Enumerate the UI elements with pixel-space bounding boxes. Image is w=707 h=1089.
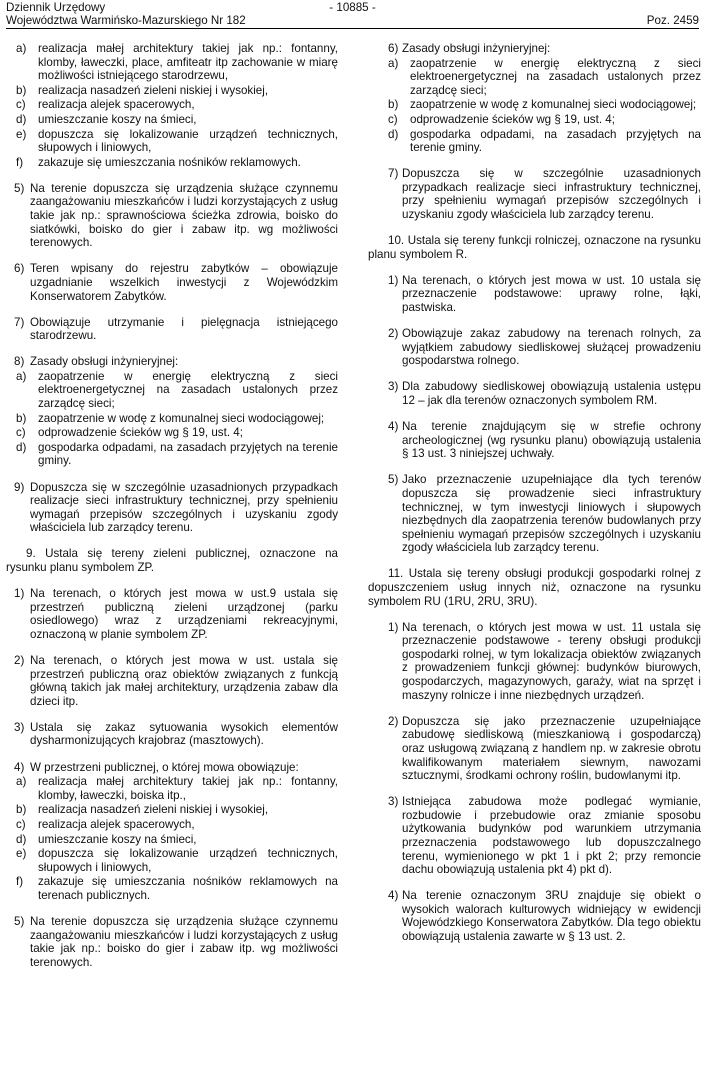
numbered-point — [368, 274, 701, 315]
item-letter: d) — [16, 112, 27, 126]
item-text: zakazuje się umieszczania nośników reklamowych. — [38, 155, 301, 169]
point-number: 9) — [14, 480, 25, 494]
point-text: Zasady obsługi inżynieryjnej: — [30, 355, 179, 369]
point-text: Obowiązuje zakaz zabudowy na terenach rolnych, za wyjątkiem zabudowy siedliskowej służącej prowadzeniu gospodarstwa rolnego. — [402, 327, 701, 368]
item-text: umieszczanie koszy na śmieci, — [38, 112, 197, 126]
point-number: 7) — [388, 167, 399, 181]
item-letter: f) — [16, 875, 24, 889]
list-item — [6, 803, 338, 817]
list-item — [6, 441, 338, 468]
item-letter: e) — [16, 847, 27, 861]
point-text: Na terenach, o których jest mowa w ust.9 ustala się przestrzeń publiczną zieleni urządzonej (parku osiedlowego) wraz z urządzeniami rekreacyjnymi, oznaczoną w planie symbolem ZP. — [30, 587, 338, 641]
numbered-point — [368, 420, 701, 461]
numbered-point — [6, 915, 338, 969]
numbered-point — [6, 761, 338, 903]
item-letter: d) — [16, 832, 27, 846]
numbered-point — [368, 715, 701, 783]
item-text: realizacja alejek spacerowych, — [38, 817, 195, 831]
point-text: Na terenach, o których jest mowa w ust. ustala się przestrzeń publiczną oraz obiektów związanych z funkcją główną takich jak małej architektury, urządzenia zabaw dla dzieci itp. — [30, 653, 338, 708]
list-item — [6, 847, 338, 874]
point-number: 4) — [388, 420, 399, 434]
item-letter: a) — [16, 369, 27, 383]
numbered-point — [368, 795, 701, 877]
point-text: Dopuszcza się jako przeznaczenie uzupełniające zabudowę siedliskową (mieszkaniową i gospodarczą) oraz usługową związaną z handlem np. w zakresie obrotu kwalifikowanym materiałem siewnym, nawozami sztucznymi, środkami ochrony roślin, budowlanymi itp. — [402, 714, 701, 783]
section-heading-9: 9. Ustala się tereny zieleni publicznej, oznaczone na rysunku planu symbolem ZP. — [6, 547, 338, 574]
item-text: dopuszcza się lokalizowanie urządzeń technicznych, słupowych i liniowych, — [38, 847, 338, 874]
numbered-point — [6, 355, 338, 468]
list-item — [6, 113, 338, 127]
numbered-point — [368, 473, 701, 555]
numbered-point — [368, 380, 701, 407]
item-text: zaopatrzenie w energię elektryczną z sieci elektroenergetycznej na zasadach ustalonych przez zarządcę sieci; — [410, 56, 701, 97]
point-text: W przestrzeni publicznej, o której mowa obowiązuje: — [30, 760, 299, 774]
left-column — [6, 42, 338, 982]
point-text: Zasady obsługi inżynieryjnej: — [402, 42, 551, 55]
item-text: zaopatrzenie w wodę z komunalnej sieci wodociągowej; — [410, 98, 697, 112]
item-letter: c) — [16, 817, 26, 831]
list-item — [6, 818, 338, 832]
point-number: 1) — [388, 273, 399, 287]
item-letter: b) — [16, 803, 27, 817]
numbered-point — [6, 182, 338, 250]
numbered-point — [368, 889, 701, 943]
numbered-point — [6, 481, 338, 535]
list-item — [6, 833, 338, 847]
list-item — [368, 113, 701, 127]
section-heading-10: 10. Ustala się tereny funkcji rolniczej, oznaczone na rysunku planu symbolem R. — [368, 234, 701, 261]
point-number: 6) — [14, 262, 25, 276]
point-text: Jako przeznaczenie uzupełniające dla tych terenów dopuszcza się prowadzenie sieci infrastruktury technicznej, w tym inwestycji liniowych i słupowych niezbędnych dla zaopatrzenia terenów budowlanych przy spełnieniu wymagań przepisów szczególnych i uzyskaniu zgody właściciela lub zarządcy terenu. — [402, 473, 701, 555]
point-text: Teren wpisany do rejestru zabytków – obowiązuje uzgadnianie wszelkich inwestycji z Wojewódzkim Konserwatorem Zabytków. — [30, 262, 338, 303]
list-item — [6, 875, 338, 902]
item-text: zaopatrzenie w energię elektryczną z sieci elektroenergetycznej na zasadach ustalonych przez zarządcę sieci; — [38, 369, 338, 411]
item-text: umieszczanie koszy na śmieci, — [38, 832, 197, 846]
item-letter: b) — [388, 98, 399, 112]
point-text: Dopuszcza się w szczególnie uzasadnionych przypadkach realizacje sieci infrastruktury technicznej, przy spełnieniu wymagań przepisów szczególnych i uzyskaniu zgody właściciela lub zarządcy terenu. — [402, 167, 701, 222]
point-text: Na terenie dopuszcza się urządzenia służące czynnemu zaangażowaniu mieszkańców i ludzi korzystających z usług takie jak np.: sprawnościowa ścieżka zdrowia, boisko do siatkówki, boisko do gier i zabaw itp. wg możliwości terenowych. — [30, 181, 338, 250]
point-number: 2) — [14, 653, 25, 667]
numbered-point — [368, 42, 701, 155]
point-number: 4) — [388, 889, 399, 903]
item-letter: a) — [388, 56, 399, 70]
point-text: Na terenach, o których jest mowa w ust. 10 ustala się przeznaczenie podstawowe: uprawy rolne, łąki, pastwiska. — [402, 273, 701, 314]
list-item — [6, 128, 338, 155]
page-number: - 10885 - — [329, 1, 376, 14]
list-item — [6, 370, 338, 411]
item-letter: b) — [16, 83, 27, 97]
item-text: dopuszcza się lokalizowanie urządzeń technicznych, słupowych i liniowych, — [38, 127, 338, 155]
point-number: 5) — [14, 181, 25, 195]
list-item — [6, 98, 338, 112]
list-item — [368, 98, 701, 112]
item-letter: d) — [388, 127, 399, 141]
point-number: 5) — [14, 914, 25, 928]
point-number: 3) — [388, 380, 399, 394]
item-letter: c) — [16, 426, 26, 440]
numbered-point — [6, 587, 338, 641]
numbered-point — [368, 167, 701, 221]
point-text: Na terenie dopuszcza się urządzenia służące czynnemu zaangażowaniu mieszkańców i ludzi korzystających z usług takie jak np.: boisko do gier i zabaw itp. wg możliwości terenowych. — [30, 914, 338, 969]
item-text: realizacja małej architektury takiej jak np.: fontanny, klomby, ławeczki, place, amfiteatr itp zachowanie w miarę możliwości istniejącego starodrzewu, — [38, 42, 338, 83]
numbered-point — [6, 262, 338, 303]
point-text: Na terenie oznaczonym 3RU znajduje się obiekt o wysokich walorach kulturowych widniejący w ewidencji Wojewódzkiego Konserwatora Zabytków. Dla tego obiektu obowiązują ustalenia zawarte w § 13 ust. 2. — [402, 889, 701, 944]
list-item — [6, 156, 338, 170]
list-item — [6, 426, 338, 440]
numbered-point — [6, 316, 338, 343]
point-text: Ustala się zakaz sytuowania wysokich elementów dysharmonizujących krajobraz (masztowych). — [30, 720, 338, 748]
item-text: realizacja nasadzeń zieleni niskiej i wysokiej, — [38, 803, 269, 817]
item-letter: a) — [16, 42, 27, 55]
item-letter: b) — [16, 411, 27, 425]
point-text: Dla zabudowy siedliskowej obowiązują ustalenia ustępu 12 – jak dla terenów oznaczonych symbolem RM. — [402, 380, 701, 407]
point-number: 4) — [14, 760, 25, 774]
header-divider — [6, 28, 699, 29]
item-text: odprowadzenie ścieków wg § 19, ust. 4; — [410, 112, 615, 126]
point-number: 6) — [388, 42, 399, 55]
point-number: 1) — [14, 587, 25, 601]
item-text: zaopatrzenie w wodę z komunalnej sieci wodociągowej; — [38, 411, 325, 425]
point-text: Dopuszcza się w szczególnie uzasadnionych przypadkach realizacje sieci infrastruktury technicznej, przy spełnieniu wymagań przepisów szczególnych i uzyskaniu zgody właściciela lub zarządcy terenu. — [30, 480, 338, 535]
item-text: realizacja małej architektury takiej jak np.: fontanny, klomby, ławeczki, boiska itp., — [38, 775, 338, 802]
point-number: 7) — [14, 315, 25, 329]
item-letter: c) — [16, 98, 26, 112]
point-number: 3) — [14, 720, 25, 734]
position-number: Poz. 2459 — [646, 14, 699, 27]
numbered-point — [6, 721, 338, 748]
point-text: Na terenie znajdującym się w strefie ochrony archeologicznej (wg rysunku planu) obowiązują ustalenia § 13 ust. 3 niniejszej uchwały. — [402, 420, 701, 461]
numbered-point — [368, 621, 701, 703]
list-item — [6, 775, 338, 802]
right-column — [368, 42, 701, 956]
item-letter: d) — [16, 440, 27, 454]
numbered-point — [368, 327, 701, 368]
point-text: Na terenach, o których jest mowa w ust. 11 ustala się przeznaczenie podstawowe - tereny obsługi produkcji gospodarki rolnej, w tym lokalizacja obiektów związanych z prowadzeniem funkcji głównej: budynków biurowych, gospodarczych, magazynowych, garaży, wiat na sprzęt i maszyny rolnicze i inne niezbędnych urządzeń. — [402, 620, 701, 702]
point-text: Obowiązuje utrzymanie i pielęgnacja istniejącego starodrzewu. — [30, 315, 338, 343]
list-item — [6, 412, 338, 426]
point-number: 3) — [388, 795, 399, 809]
item-letter: f) — [16, 155, 24, 169]
intro-list — [6, 42, 338, 169]
list-item — [368, 57, 701, 98]
point-number: 2) — [388, 327, 399, 341]
point-number: 1) — [388, 620, 399, 634]
section-heading-11: 11. Ustala się tereny obsługi produkcji gospodarki rolnej z dopuszczeniem usług innych niż, oznaczone na rysunku symbolem RU (1RU, 2RU, 3RU). — [368, 567, 701, 608]
item-text: gospodarka odpadami, na zasadach przyjętych na terenie gminy. — [410, 127, 701, 155]
item-text: odprowadzenie ścieków wg § 19, ust. 4; — [38, 426, 243, 440]
item-letter: a) — [16, 775, 27, 789]
item-text: realizacja alejek spacerowych, — [38, 98, 195, 112]
list-item — [6, 42, 338, 83]
voivodeship-issue: Województwa Warmińsko-Mazurskiego Nr 182 — [6, 14, 246, 27]
list-item — [6, 84, 338, 98]
list-item — [368, 128, 701, 155]
page-header — [6, 0, 699, 28]
point-text: Istniejąca zabudowa może podlegać wymianie, rozbudowie i przebudowie oraz zmianie sposobu użytkowania budynków pod warunkiem utrzymania przeznaczenia podstawowego lub dopuszczalnego terenu, wymienionego w pkt 1 i pkt 2; przy remoncie dachu obowiązują ustalenia pkt 4) pkt d). — [402, 795, 701, 877]
journal-title: Dziennik Urzędowy — [6, 1, 106, 14]
point-number: 5) — [388, 473, 399, 487]
item-letter: c) — [388, 112, 398, 126]
point-number: 8) — [14, 355, 25, 369]
point-number: 2) — [388, 714, 399, 728]
numbered-point — [6, 654, 338, 708]
item-text: zakazuje się umieszczania nośników reklamowych na terenach publicznych. — [38, 875, 338, 902]
item-text: gospodarka odpadami, na zasadach przyjętych na terenie gminy. — [38, 440, 338, 468]
item-letter: e) — [16, 127, 27, 141]
item-text: realizacja nasadzeń zieleni niskiej i wysokiej, — [38, 83, 269, 97]
